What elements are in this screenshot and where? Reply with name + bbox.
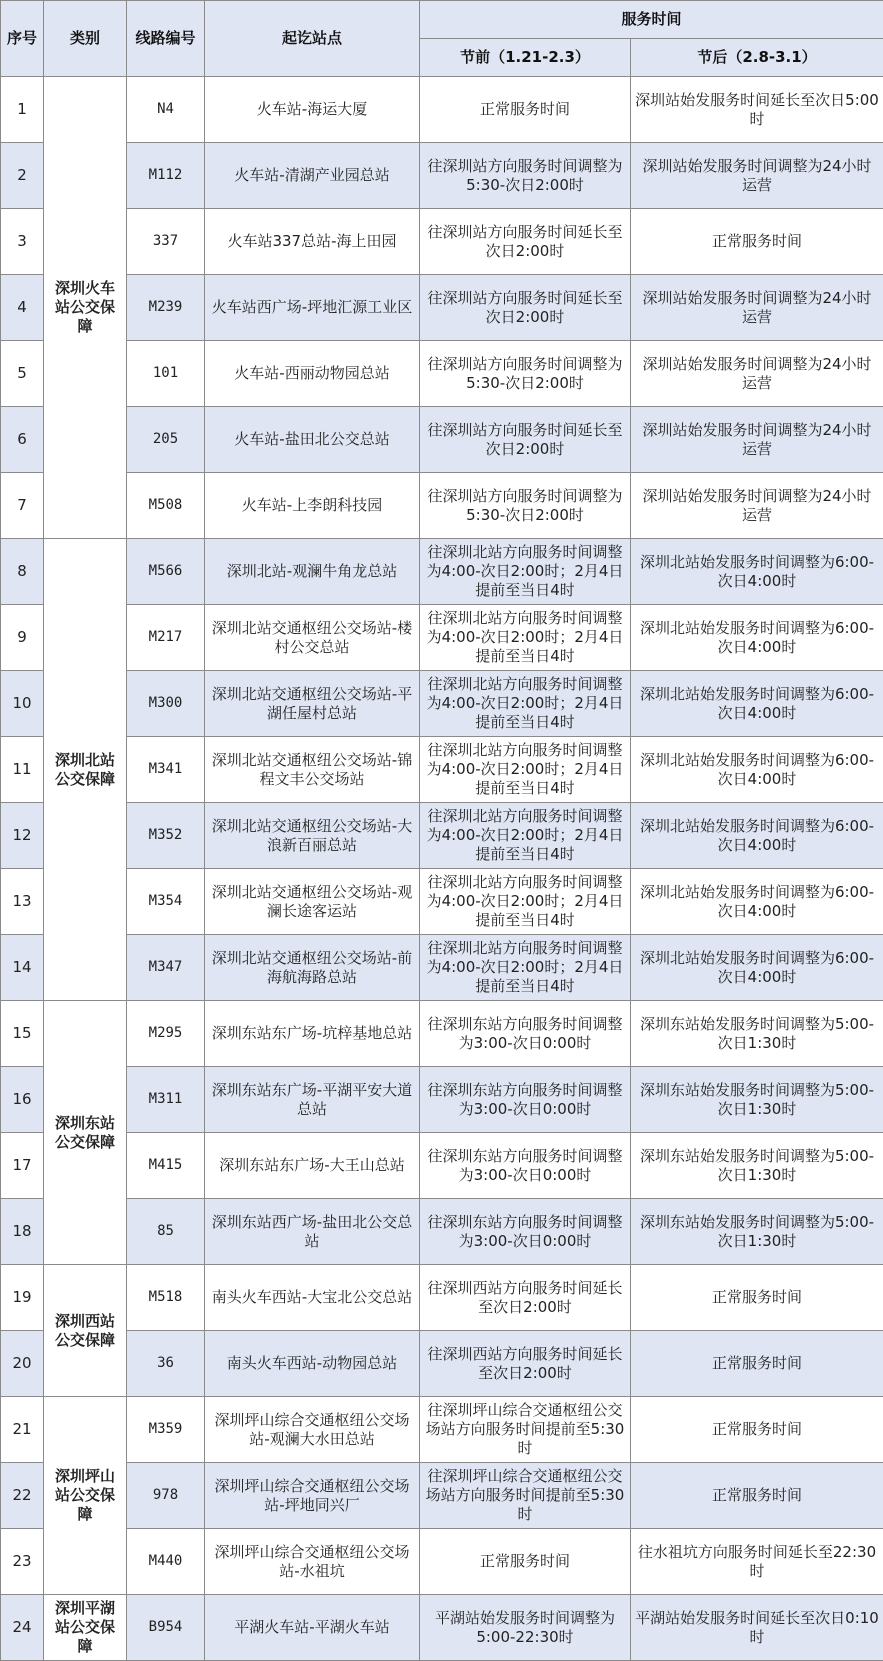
row-number: 8 [1, 539, 44, 605]
row-number: 3 [1, 209, 44, 275]
service-after: 深圳北站始发服务时间调整为6:00-次日4:00时 [631, 935, 883, 1001]
route-stops: 深圳北站交通枢纽公交场站-大浪新百丽总站 [205, 803, 420, 869]
service-before: 往深圳坪山综合交通枢纽公交场站方向服务时间提前至5:30时 [420, 1397, 631, 1463]
route-stops: 深圳北站交通枢纽公交场站-楼村公交总站 [205, 605, 420, 671]
header-service-time: 服务时间 [420, 1, 883, 39]
route-code: M440 [127, 1529, 205, 1595]
route-stops: 火车站-盐田北公交总站 [205, 407, 420, 473]
service-before: 往深圳东站方向服务时间调整为3:00-次日0:00时 [420, 1199, 631, 1265]
service-after: 深圳东站始发服务时间调整为5:00-次日1:30时 [631, 1067, 883, 1133]
route-stops: 深圳北站-观澜牛角龙总站 [205, 539, 420, 605]
service-before: 往深圳站方向服务时间调整为5:30-次日2:00时 [420, 473, 631, 539]
route-stops: 南头火车西站-大宝北公交总站 [205, 1265, 420, 1331]
route-stops: 深圳东站东广场-大王山总站 [205, 1133, 420, 1199]
table-row [1, 1001, 883, 1067]
row-number: 14 [1, 935, 44, 1001]
table-row [1, 935, 883, 1001]
service-after: 深圳站始发服务时间延长至次日5:00时 [631, 77, 883, 143]
service-after: 深圳站始发服务时间调整为24小时运营 [631, 275, 883, 341]
row-number: 11 [1, 737, 44, 803]
table-row [1, 1463, 883, 1529]
row-number: 18 [1, 1199, 44, 1265]
row-number: 10 [1, 671, 44, 737]
row-number: 17 [1, 1133, 44, 1199]
route-stops: 深圳东站西广场-盐田北公交总站 [205, 1199, 420, 1265]
service-before: 正常服务时间 [420, 1529, 631, 1595]
table-row [1, 1595, 883, 1661]
table-row [1, 209, 883, 275]
row-number: 15 [1, 1001, 44, 1067]
service-before: 正常服务时间 [420, 77, 631, 143]
category-cell: 深圳火车站公交保障 [44, 77, 127, 539]
route-code: M347 [127, 935, 205, 1001]
route-code: 337 [127, 209, 205, 275]
table-row [1, 737, 883, 803]
service-before: 往深圳西站方向服务时间延长至次日2:00时 [420, 1265, 631, 1331]
category-cell: 深圳北站公交保障 [44, 539, 127, 1001]
service-before: 往深圳北站方向服务时间调整为4:00-次日2:00时；2月4日提前至当日4时 [420, 803, 631, 869]
service-after: 深圳站始发服务时间调整为24小时运营 [631, 143, 883, 209]
header-after-festival: 节后（2.8-3.1） [631, 39, 883, 77]
route-code: M359 [127, 1397, 205, 1463]
route-stops: 火车站-上李朗科技园 [205, 473, 420, 539]
table-row [1, 605, 883, 671]
header-stops: 起讫站点 [205, 1, 420, 77]
service-after: 正常服务时间 [631, 1463, 883, 1529]
table-row [1, 1265, 883, 1331]
service-after: 深圳站始发服务时间调整为24小时运营 [631, 341, 883, 407]
table-row [1, 1199, 883, 1265]
service-after: 深圳站始发服务时间调整为24小时运营 [631, 473, 883, 539]
table-row [1, 1397, 883, 1463]
service-after: 深圳站始发服务时间调整为24小时运营 [631, 407, 883, 473]
service-after: 深圳北站始发服务时间调整为6:00-次日4:00时 [631, 539, 883, 605]
service-before: 往深圳站方向服务时间延长至次日2:00时 [420, 407, 631, 473]
service-after: 正常服务时间 [631, 1265, 883, 1331]
service-after: 平湖站始发服务时间延长至次日0:10时 [631, 1595, 883, 1661]
route-code: 205 [127, 407, 205, 473]
route-stops: 深圳坪山综合交通枢纽公交场站-观澜大水田总站 [205, 1397, 420, 1463]
table-row [1, 1331, 883, 1397]
table-row [1, 275, 883, 341]
category-cell: 深圳坪山站公交保障 [44, 1397, 127, 1595]
row-number: 24 [1, 1595, 44, 1661]
service-after: 深圳北站始发服务时间调整为6:00-次日4:00时 [631, 803, 883, 869]
route-code: M341 [127, 737, 205, 803]
route-stops: 火车站-海运大厦 [205, 77, 420, 143]
row-number: 22 [1, 1463, 44, 1529]
service-before: 往深圳东站方向服务时间调整为3:00-次日0:00时 [420, 1001, 631, 1067]
route-code: 978 [127, 1463, 205, 1529]
route-code: M300 [127, 671, 205, 737]
route-stops: 平湖火车站-平湖火车站 [205, 1595, 420, 1661]
category-cell: 深圳平湖站公交保障 [44, 1595, 127, 1661]
table-row [1, 869, 883, 935]
route-code: M566 [127, 539, 205, 605]
row-number: 12 [1, 803, 44, 869]
service-before: 平湖站始发服务时间调整为5:00-22:30时 [420, 1595, 631, 1661]
table-row [1, 341, 883, 407]
service-before: 往深圳站方向服务时间延长至次日2:00时 [420, 209, 631, 275]
service-after: 深圳东站始发服务时间调整为5:00-次日1:30时 [631, 1199, 883, 1265]
service-before: 往深圳东站方向服务时间调整为3:00-次日0:00时 [420, 1067, 631, 1133]
row-number: 16 [1, 1067, 44, 1133]
row-number: 6 [1, 407, 44, 473]
table-row [1, 1133, 883, 1199]
row-number: 21 [1, 1397, 44, 1463]
route-code: N4 [127, 77, 205, 143]
row-number: 20 [1, 1331, 44, 1397]
service-before: 往深圳东站方向服务时间调整为3:00-次日0:00时 [420, 1133, 631, 1199]
row-number: 2 [1, 143, 44, 209]
table-row [1, 143, 883, 209]
service-before: 往深圳北站方向服务时间调整为4:00-次日2:00时；2月4日提前至当日4时 [420, 539, 631, 605]
service-before: 往深圳站方向服务时间调整为5:30-次日2:00时 [420, 143, 631, 209]
service-after: 正常服务时间 [631, 209, 883, 275]
service-after: 深圳北站始发服务时间调整为6:00-次日4:00时 [631, 671, 883, 737]
route-stops: 火车站西广场-坪地汇源工业区 [205, 275, 420, 341]
service-before: 往深圳坪山综合交通枢纽公交场站方向服务时间提前至5:30时 [420, 1463, 631, 1529]
service-before: 往深圳北站方向服务时间调整为4:00-次日2:00时；2月4日提前至当日4时 [420, 671, 631, 737]
route-code: M311 [127, 1067, 205, 1133]
service-after: 正常服务时间 [631, 1397, 883, 1463]
table-row [1, 803, 883, 869]
header-route: 线路编号 [127, 1, 205, 77]
service-after: 深圳东站始发服务时间调整为5:00-次日1:30时 [631, 1133, 883, 1199]
service-after: 深圳北站始发服务时间调整为6:00-次日4:00时 [631, 737, 883, 803]
header-no: 序号 [1, 1, 44, 77]
route-code: M354 [127, 869, 205, 935]
route-code: M518 [127, 1265, 205, 1331]
table-row [1, 539, 883, 605]
row-number: 23 [1, 1529, 44, 1595]
service-after: 深圳北站始发服务时间调整为6:00-次日4:00时 [631, 605, 883, 671]
route-code: M217 [127, 605, 205, 671]
service-before: 往深圳站方向服务时间调整为5:30-次日2:00时 [420, 341, 631, 407]
category-cell: 深圳东站公交保障 [44, 1001, 127, 1265]
route-stops: 火车站-西丽动物园总站 [205, 341, 420, 407]
table-row [1, 77, 883, 143]
route-stops: 深圳东站东广场-平湖平安大道总站 [205, 1067, 420, 1133]
route-stops: 深圳坪山综合交通枢纽公交场站-坪地同兴厂 [205, 1463, 420, 1529]
route-stops: 深圳北站交通枢纽公交场站-平湖任屋村总站 [205, 671, 420, 737]
service-before: 往深圳北站方向服务时间调整为4:00-次日2:00时；2月4日提前至当日4时 [420, 605, 631, 671]
route-code: B954 [127, 1595, 205, 1661]
table-row [1, 1529, 883, 1595]
row-number: 19 [1, 1265, 44, 1331]
table-row [1, 671, 883, 737]
row-number: 5 [1, 341, 44, 407]
route-code: M508 [127, 473, 205, 539]
route-stops: 火车站337总站-海上田园 [205, 209, 420, 275]
table-row [1, 473, 883, 539]
service-after: 深圳东站始发服务时间调整为5:00-次日1:30时 [631, 1001, 883, 1067]
service-after: 正常服务时间 [631, 1331, 883, 1397]
service-before: 往深圳北站方向服务时间调整为4:00-次日2:00时；2月4日提前至当日4时 [420, 869, 631, 935]
route-code: 85 [127, 1199, 205, 1265]
service-after: 往水祖坑方向服务时间延长至22:30时 [631, 1529, 883, 1595]
header-category: 类别 [44, 1, 127, 77]
category-cell: 深圳西站公交保障 [44, 1265, 127, 1397]
route-stops: 南头火车西站-动物园总站 [205, 1331, 420, 1397]
route-stops: 深圳北站交通枢纽公交场站-锦程文丰公交场站 [205, 737, 420, 803]
route-code: M112 [127, 143, 205, 209]
service-before: 往深圳北站方向服务时间调整为4:00-次日2:00时；2月4日提前至当日4时 [420, 737, 631, 803]
route-code: M352 [127, 803, 205, 869]
table-row [1, 1067, 883, 1133]
row-number: 13 [1, 869, 44, 935]
service-after: 深圳北站始发服务时间调整为6:00-次日4:00时 [631, 869, 883, 935]
route-code: M239 [127, 275, 205, 341]
route-stops: 深圳北站交通枢纽公交场站-前海航海路总站 [205, 935, 420, 1001]
route-stops: 深圳北站交通枢纽公交场站-观澜长途客运站 [205, 869, 420, 935]
route-code: M415 [127, 1133, 205, 1199]
route-stops: 深圳坪山综合交通枢纽公交场站-水祖坑 [205, 1529, 420, 1595]
service-before: 往深圳站方向服务时间延长至次日2:00时 [420, 275, 631, 341]
row-number: 9 [1, 605, 44, 671]
route-stops: 火车站-清湖产业园总站 [205, 143, 420, 209]
route-code: 36 [127, 1331, 205, 1397]
row-number: 7 [1, 473, 44, 539]
route-code: 101 [127, 341, 205, 407]
header-before-festival: 节前（1.21-2.3） [420, 39, 631, 77]
row-number: 4 [1, 275, 44, 341]
route-stops: 深圳东站东广场-坑梓基地总站 [205, 1001, 420, 1067]
service-before: 往深圳西站方向服务时间延长至次日2:00时 [420, 1331, 631, 1397]
row-number: 1 [1, 77, 44, 143]
service-before: 往深圳北站方向服务时间调整为4:00-次日2:00时；2月4日提前至当日4时 [420, 935, 631, 1001]
route-code: M295 [127, 1001, 205, 1067]
table-row [1, 407, 883, 473]
